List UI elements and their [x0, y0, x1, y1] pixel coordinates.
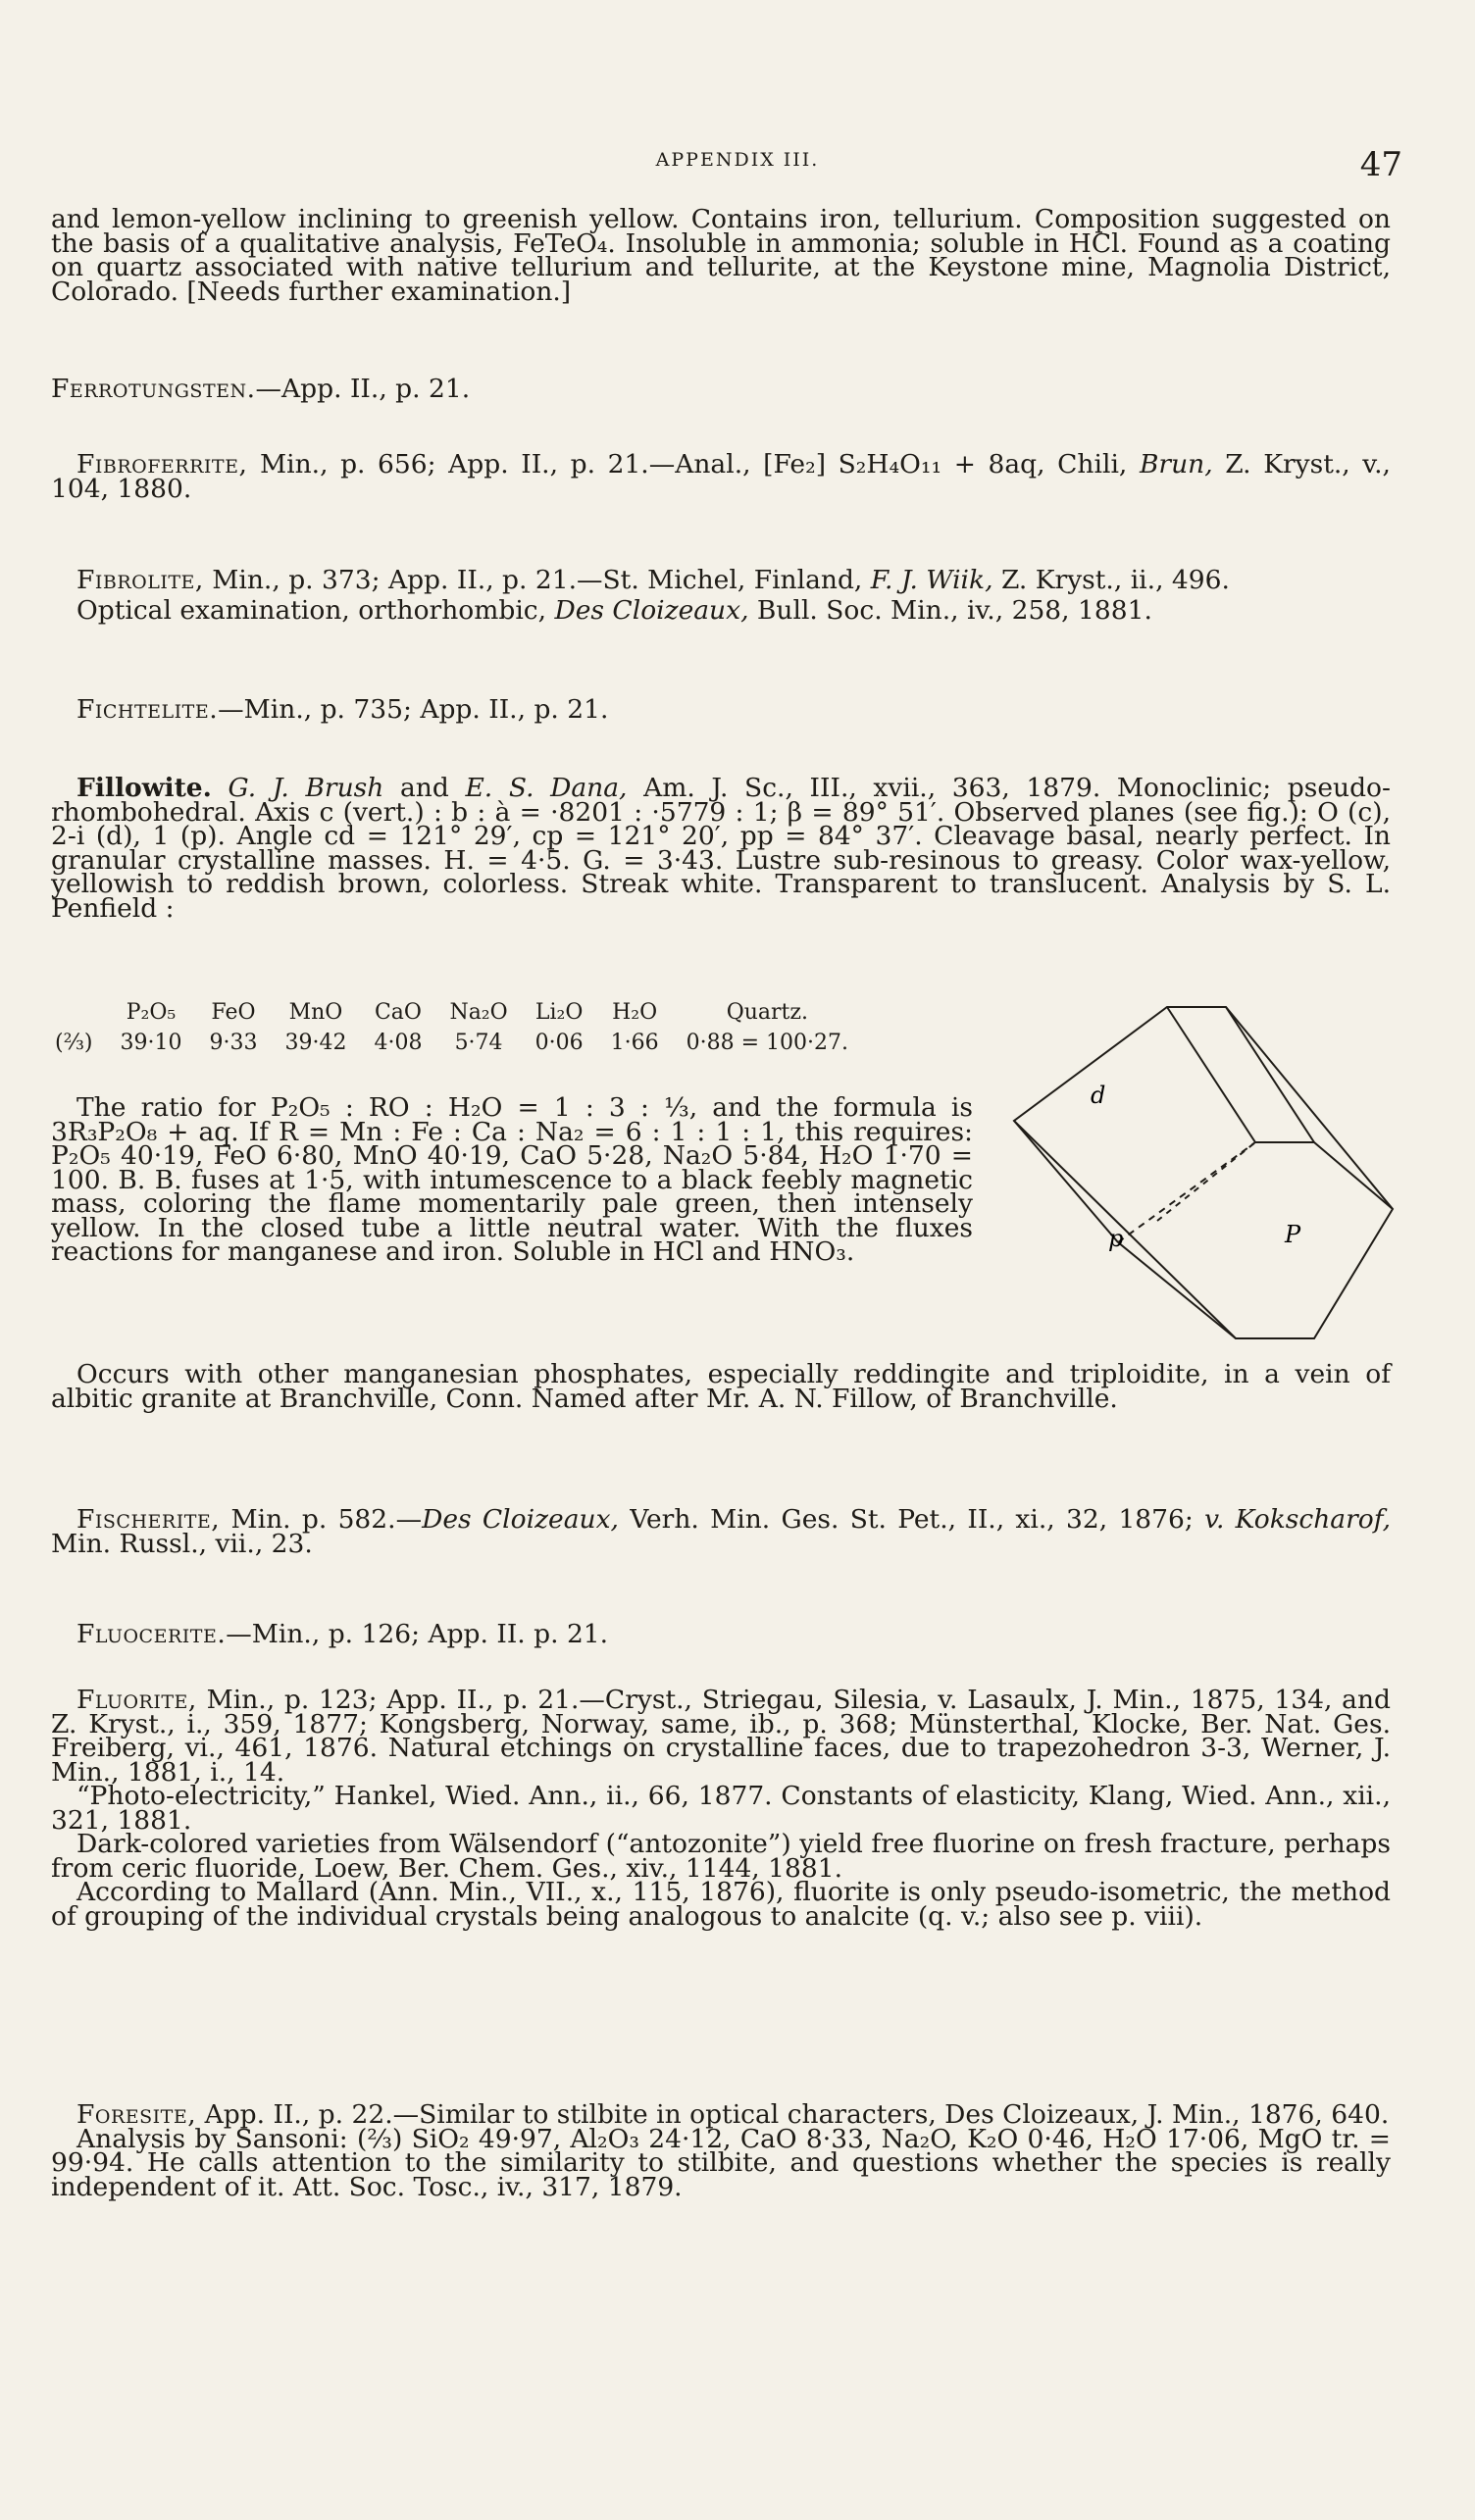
entry-ref: Min. p. 582.—: [220, 1504, 423, 1535]
entry-fluorite: [51, 1685, 1391, 1932]
crystal-hidden-edge: [1118, 1142, 1255, 1242]
fluorite-paragraph-2: “Photo-electricity,” Hankel, Wied. Ann., ii., 66, 1877. Constants of elasticity, Klang, Wied. Ann., xii., 321, 1881.: [51, 1781, 1391, 1836]
entry-author: Brun,: [1139, 449, 1213, 479]
text-run: and: [383, 773, 466, 803]
analysis-head-cell: Li₂O: [534, 1000, 584, 1025]
fillowite-ratio-paragraph: The ratio for P₂O₅ : RO : H₂O = 1 : 3 : ⅓, and the formula is 3R₃P₂O₈ + aq. If R = Mn : Fe : Ca : Na₂ = 6 : 1 : 1 : 1, this requires: P₂O₅ 40·19, FeO 6·80, MnO 40·19, CaO 5·28, Na₂O 5·84, H₂O 1·70 = 100. B. B. fuses at 1·5, with intumescence to a black feebly magnetic mass, coloring the flame momentarily pale green, then intensely yellow. In the closed tube a little neutral water. With the fluxes reactions for manganese and iron. Soluble in HCl and HNO₃.: [51, 1092, 973, 1267]
entry-name: Fluorite,: [76, 1685, 197, 1715]
entry-fibroferrite: [51, 449, 1391, 504]
fluorite-paragraph-1: Min., p. 123; App. II., p. 21.—Cryst., Striegau, Silesia, v. Lasaulx, J. Min., 1875, 134, and Z. Kryst., i., 359, 1877; Kongsberg, Norway, same, ib., p. 368; Münsterthal, Klocke, Ber. Nat. Ges. Freiberg, vi., 461, 1876. Natural etchings on crystalline faces, due to trapezohedron 3-3, Werner, J. Min., 1881, i., 14.: [51, 1685, 1391, 1788]
crystal-edge: [1118, 1242, 1236, 1338]
analysis-symbol: (⅔): [55, 1031, 93, 1055]
entry-fibrolite: [51, 565, 1391, 626]
entry-name: Ferrotungsten.: [51, 374, 256, 404]
analysis-value-cell: 9·33: [209, 1031, 258, 1055]
analysis-value-cell: 0·06: [534, 1031, 584, 1055]
analysis-head-cell: H₂O: [612, 1000, 658, 1025]
analysis-head-cell: Na₂O: [449, 1000, 508, 1025]
entry-fichtelite: [51, 694, 1391, 725]
face-label-p-left: p: [1108, 1225, 1124, 1252]
analysis-value-cell: 5·74: [454, 1031, 503, 1055]
analysis-value-cell: 4·08: [374, 1031, 423, 1055]
fillowite-description: Monoclinic; pseudo-rhombohedral. Axis c (vert.) : b : à = ·8201 : ·5779 : 1; β = 89° 51′. Observed planes (see fig.): O (c), 2-i (d), 1 (p). Angle cd = 121° 29′, cp = 121° 20′, pp = 84° 37′. Cleavage basal, nearly perfect. In granular crystalline masses. H. = 4·5. G. = 3·43. Lustre sub-resinous to greasy. Color wax-yellow, yellowish to reddish brown, colorless. Streak white. Transparent to translucent. Analysis by S. L. Penfield :: [51, 773, 1391, 924]
crystal-edge: [1014, 1121, 1118, 1242]
entry-name: Fibroferrite,: [76, 449, 248, 479]
analysis-value-cell: 1·66: [610, 1031, 659, 1055]
analysis-value-row: [51, 1031, 862, 1061]
text-run: Bull. Soc. Min., iv., 258, 1881.: [748, 594, 1152, 626]
analysis-value-cell: 39·10: [120, 1031, 182, 1055]
fluorite-paragraph-4: According to Mallard (Ann. Min., VII., x., 115, 1876), fluorite is only pseudo-isometric, the method of grouping of the individual crystals being analogous to analcite (q. v.; also see p. viii).: [51, 1877, 1391, 1932]
entry-author: E. S. Dana,: [465, 773, 628, 803]
fibrolite-optical-line: [51, 594, 1391, 626]
entry-ref-2: Z. Kryst., ii., 496.: [992, 565, 1230, 595]
entry-ref: —Min., p. 126; App. II. p. 21.: [226, 1619, 609, 1649]
analysis-value-cell: 0·88 = 100·27.: [686, 1031, 849, 1055]
text-run: Optical examination, orthorhombic,: [76, 594, 555, 626]
entry-name: Foresite,: [76, 2099, 197, 2130]
analysis-head-cell: P₂O₅: [126, 1000, 177, 1025]
entry-fluocerite: [51, 1619, 1391, 1649]
entry-author-2: v. Kokscharof,: [1204, 1504, 1391, 1535]
page-number: 47: [1359, 145, 1402, 184]
entry-name: Fichtelite.: [76, 694, 219, 725]
entry-ref: —App. II., p. 21.: [255, 374, 471, 404]
running-title: APPENDIX III.: [655, 149, 820, 171]
foresite-paragraph-2: Analysis by Sansoni: (⅔) SiO₂ 49·97, Al₂O₃ 24·12, CaO 8·33, Na₂O, K₂O 0·46, H₂O 17·06, MgO tr. = 99·94. He calls attention to the similarity to stilbite, and questions whether the species is really independent of it. Att. Soc. Tosc., iv., 317, 1879.: [51, 2123, 1391, 2202]
analysis-value-cell: 39·42: [284, 1031, 347, 1055]
face-label-d: d: [1091, 1082, 1106, 1109]
entry-fischerite: [51, 1504, 1391, 1559]
intro-paragraph: and lemon-yellow inclining to greenish yellow. Contains iron, tellurium. Composition suggested on the basis of a qualitative analysis, FeTeO₄. Insoluble in ammonia; soluble in HCl. Found as a coating on quartz associated with native tellurium and tellurite, at the Keystone mine, Magnolia District, Colorado. [Needs further examination.]: [51, 204, 1391, 307]
crystal-outline: [1014, 1007, 1393, 1338]
analysis-head-cell: FeO: [211, 1000, 256, 1025]
analysis-head-cell: MnO: [288, 1000, 343, 1025]
entry-ref-2: Verh. Min. Ges. St. Pet., II., xi., 32, 1876;: [618, 1504, 1205, 1535]
entry-name: Fillowite.: [76, 773, 212, 803]
crystal-edge: [1226, 1007, 1314, 1142]
entry-ref: Am. J. Sc., III., xvii., 363, 1879.: [627, 773, 1101, 803]
entry-ferrotungsten: [51, 374, 1391, 404]
entry-ref-2: Z. Kryst., v., 104, 1880.: [51, 449, 1391, 504]
running-header: [51, 145, 1424, 184]
analysis-table: [51, 1000, 1032, 1061]
entry-ref: Min., p. 373; App. II., p. 21.—St. Michel, Finland,: [203, 565, 871, 595]
entry-author: F. J. Wiik,: [870, 565, 993, 595]
entry-ref: Min., p. 656; App. II., p. 21.—Anal., [Fe₂] S₂H₄O₁₁ + 8aq, Chili,: [247, 449, 1140, 479]
foresite-paragraph-1: App. II., p. 22.—Similar to stilbite in optical characters, Des Cloizeaux, J. Min., 1876, 640.: [196, 2099, 1390, 2130]
entry-ref-3: Min. Russl., vii., 23.: [51, 1528, 313, 1559]
entry-author: Des Cloizeaux,: [422, 1504, 619, 1535]
entry-author: Des Cloizeaux,: [554, 594, 749, 626]
entry-name: Fluocerite.: [76, 1619, 227, 1649]
analysis-head-cell: Quartz.: [726, 1000, 808, 1025]
entry-author: G. J. Brush: [228, 773, 384, 803]
entry-foresite: [51, 2099, 1391, 2202]
fillowite-occurrence: Occurs with other manganesian phosphates, especially reddingite and triploidite, in a vein of albitic granite at Branchville, Conn. Named after Mr. A. N. Fillow, of Branchville.: [51, 1359, 1391, 1414]
crystal-edge: [1314, 1142, 1393, 1209]
entry-name: Fibrolite,: [76, 565, 204, 595]
entry-name: Fischerite,: [76, 1504, 221, 1535]
crystal-figure: [1000, 995, 1402, 1353]
face-label-p-right: P: [1285, 1221, 1301, 1248]
entry-ref: —Min., p. 735; App. II., p. 21.: [218, 694, 609, 725]
fluorite-paragraph-3: Dark-colored varieties from Wälsendorf (“antozonite”) yield free fluorine on fresh fracture, perhaps from ceric fluoride, Loew, Ber. Chem. Ges., xiv., 1144, 1881.: [51, 1829, 1391, 1884]
crystal-hidden-edge: [1157, 1142, 1255, 1221]
analysis-head-cell: CaO: [374, 1000, 422, 1025]
analysis-header-row: [51, 1000, 862, 1031]
entry-fillowite: [51, 773, 1391, 924]
